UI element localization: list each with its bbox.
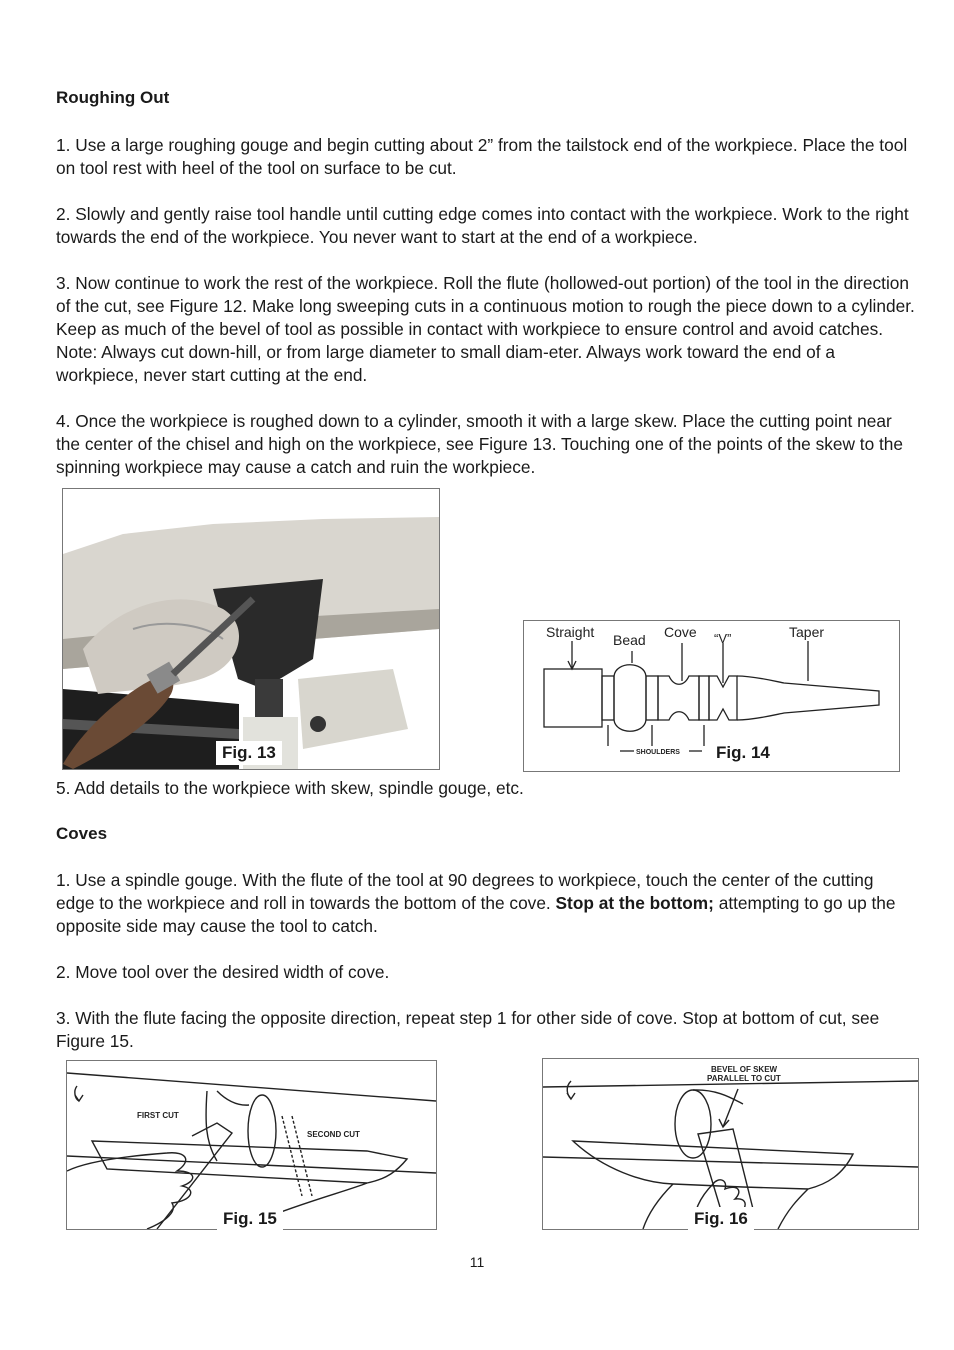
section-heading-coves: Coves [56, 824, 108, 843]
roughing-step-5: 5. Add details to the workpiece with skew, spindle gouge, etc. [56, 778, 524, 798]
figure-14-label: Fig. 14 [710, 741, 776, 765]
coves-step-3: 3. With the flute facing the opposite direction, repeat step 1 for other side of cove. Stop at bottom of cut, see Figure 15. [56, 1008, 880, 1051]
roughing-step-2: 2. Slowly and gently raise tool handle until cutting edge comes into contact with the workpiece. Work to the right towards the end of the workpiece. You never want to start at the end of a workpiece. [56, 204, 909, 247]
roughing-step-4: 4. Once the workpiece is roughed down to a cylinder, smooth it with a large skew. Place the cutting point near the center of the chisel and high on the workpiece, see Figure 13. Touching one of the points of the skew to the spinning workpiece may cause a catch and ruin the workpiece. [56, 411, 904, 477]
figure-13-label: Fig. 13 [216, 741, 282, 765]
skew-bevel-illustration [543, 1059, 918, 1229]
first-cut-label: FIRST CUT [137, 1111, 179, 1120]
figure-16-illustration [542, 1058, 919, 1230]
coves-step-1-text: 1. Use a spindle gouge. With the flute of the tool at 90 degrees to workpiece, touch the center of the cutting edge to the workpiece and roll in towards the bottom of the cove. [56, 870, 874, 913]
roughing-step-1: 1. Use a large roughing gouge and begin cutting about 2” from the tailstock end of the workpiece. Place the tool on tool rest with heel of the tool on surface to be cut. [56, 135, 908, 178]
coves-step-1 [56, 869, 916, 938]
coves-step-2: 2. Move tool over the desired width of cove. [56, 962, 390, 982]
callout-shoulders: SHOULDERS [636, 749, 680, 756]
section-heading-roughing-out: Roughing Out [56, 88, 170, 107]
bevel-label-line1: BEVEL OF SKEW [711, 1065, 778, 1074]
bevel-label-line2: PARALLEL TO CUT [707, 1074, 781, 1083]
callout-taper: Taper [789, 624, 825, 640]
figure-15-label: Fig. 15 [217, 1207, 283, 1231]
callout-v: “V” [714, 631, 732, 646]
coves-step-1-text-end: attempting to go up the opposite side may cause the tool to catch. [56, 893, 896, 936]
roughing-step-3: 3. Now continue to work the rest of the workpiece. Roll the flute (hollowed-out portion) of the tool in the direction of the cut, see Figure 12. Make long sweeping cuts in a continuous motion to rough the piece down to a cylinder. Keep as much of the bevel of tool as possible in contact with workpiece to ensure control and avoid catches. Note: Always cut down-hill, or from large diameter to small diam-eter. Always work toward the end of a workpiece, never start cutting at the end. [56, 273, 915, 385]
skew-chisel-photo-illustration [63, 489, 439, 769]
callout-bead: Bead [613, 632, 646, 648]
callout-cove: Cove [664, 624, 697, 640]
figure-13-photo [62, 488, 440, 770]
coves-step-1-bold: Stop at the bottom; [555, 893, 714, 913]
figure-15-illustration [66, 1060, 437, 1230]
callout-straight: Straight [546, 624, 595, 640]
page-number: 11 [469, 1254, 485, 1270]
second-cut-label: SECOND CUT [307, 1130, 360, 1139]
cove-cuts-illustration [67, 1061, 436, 1229]
figure-16-label: Fig. 16 [688, 1207, 754, 1231]
